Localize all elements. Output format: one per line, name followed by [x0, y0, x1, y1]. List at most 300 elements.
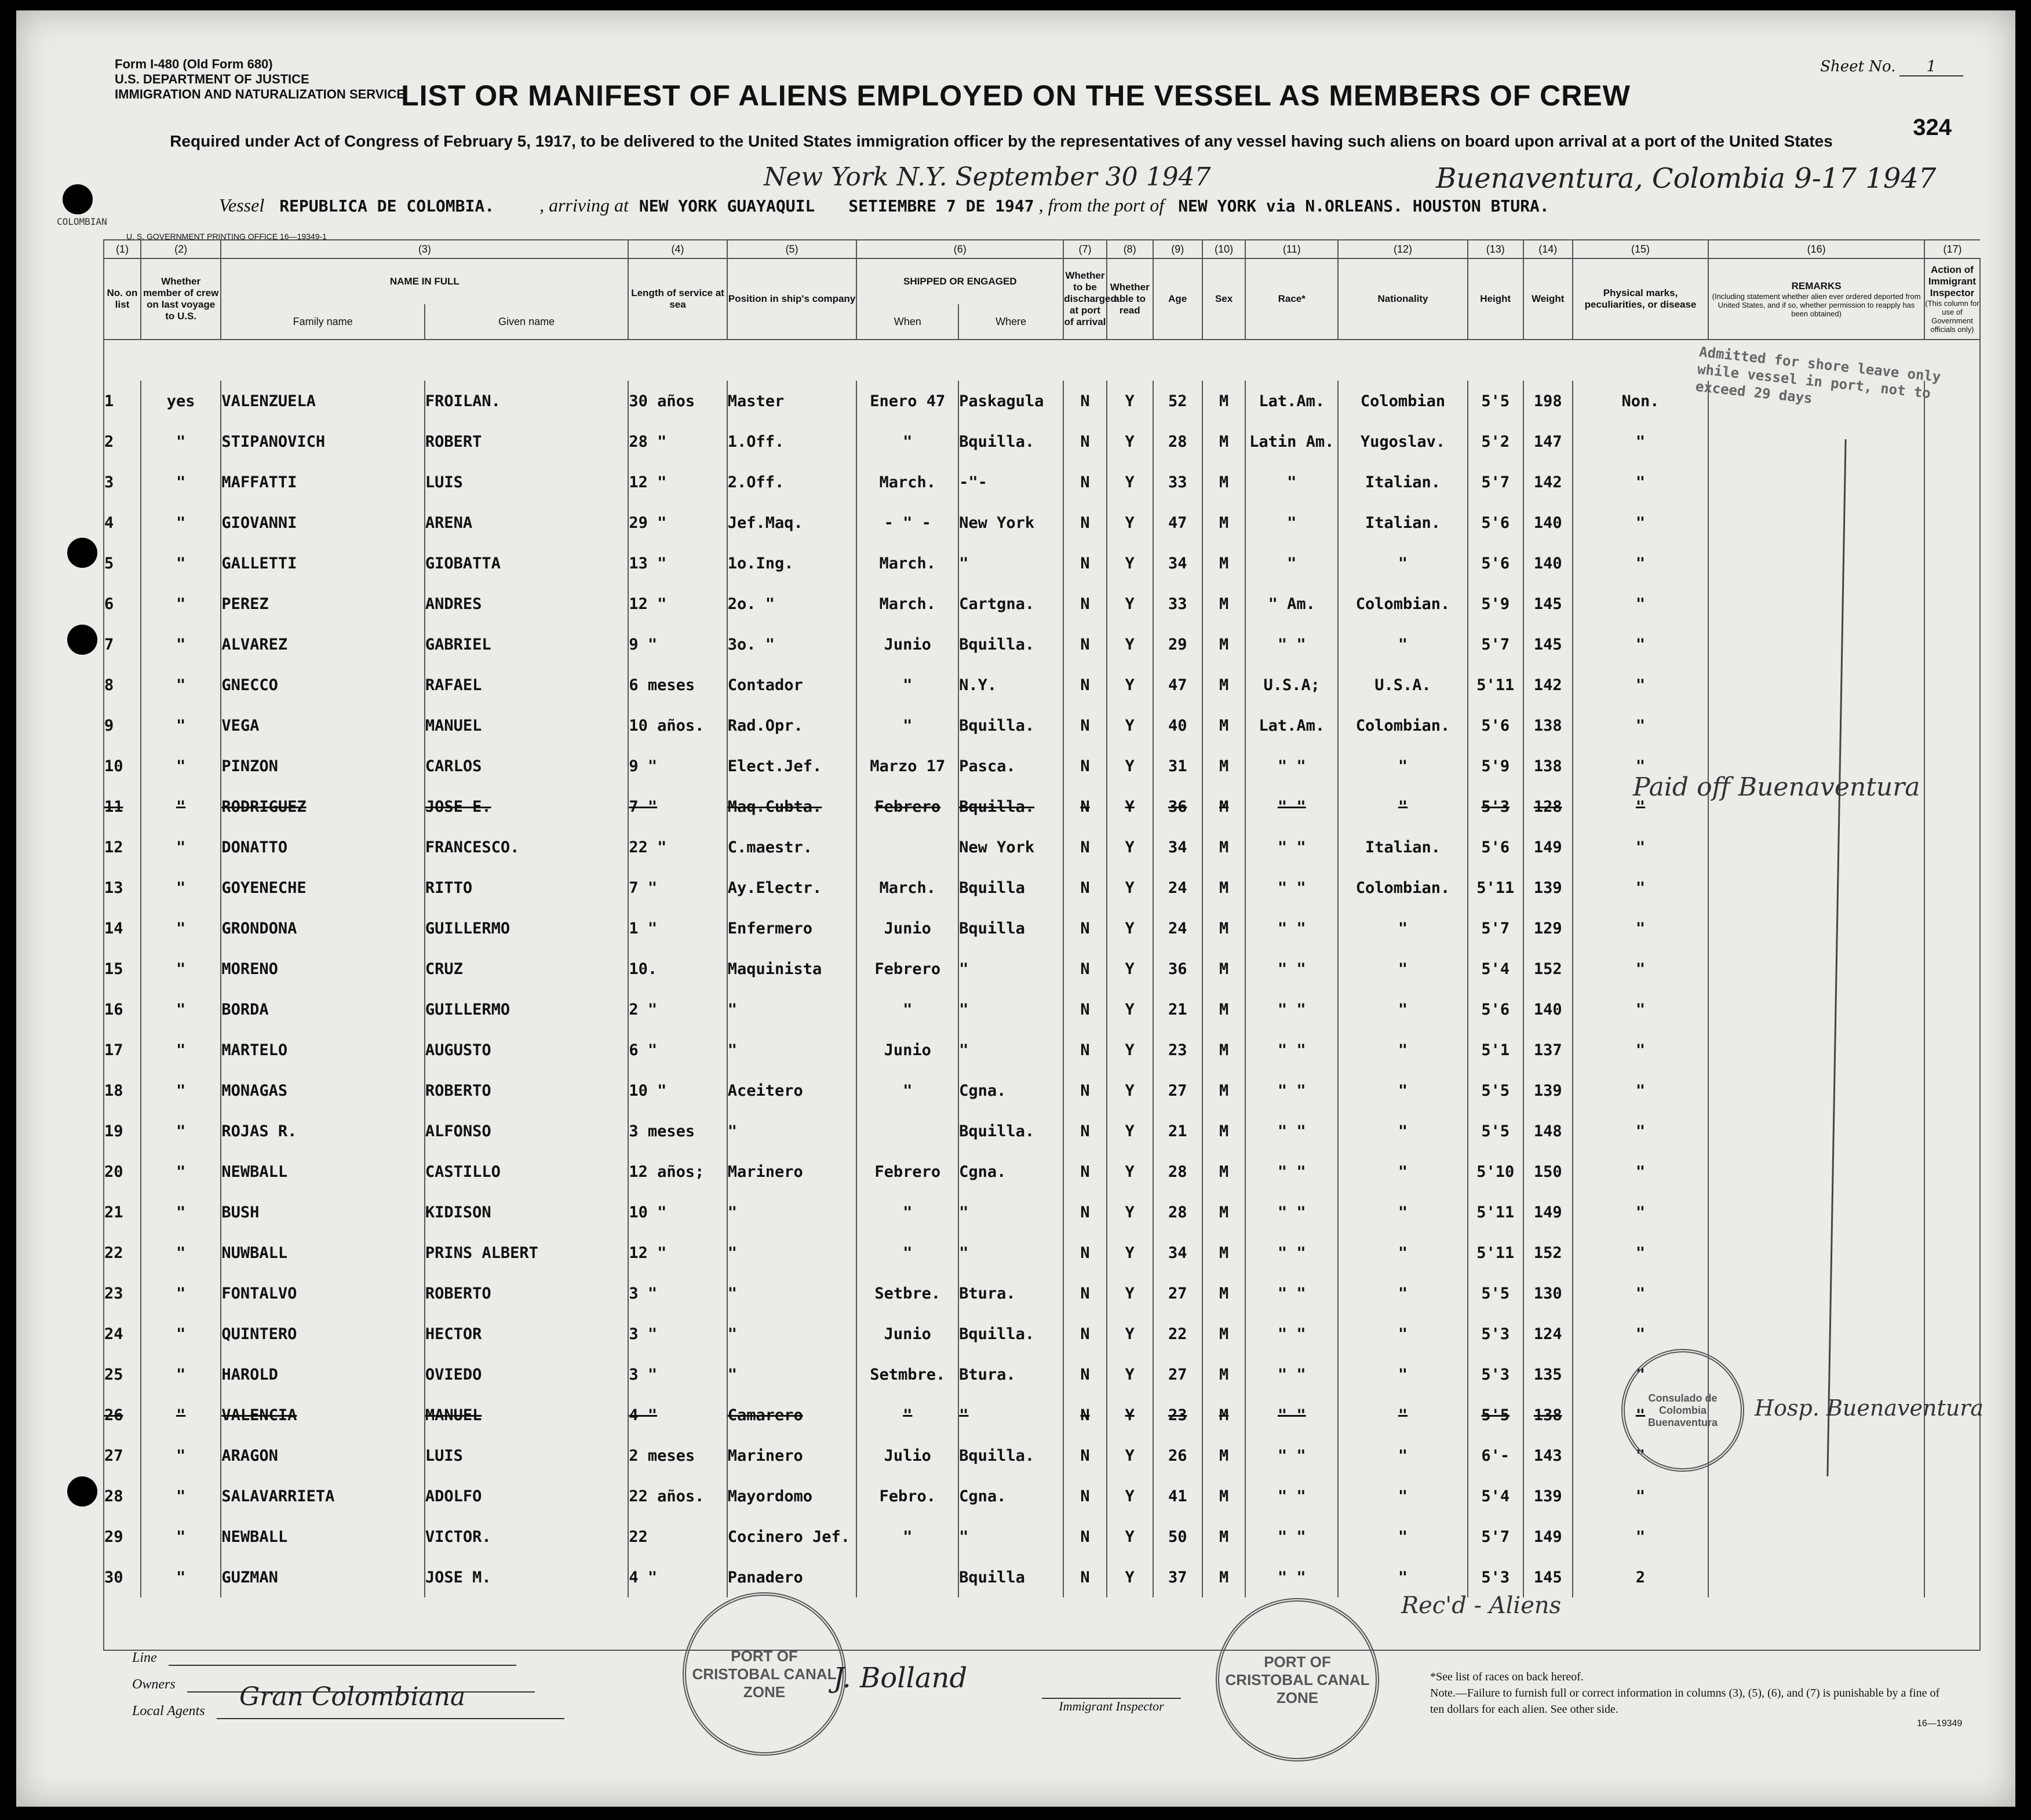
shipped-when-cell: ": [856, 1395, 958, 1435]
physical-marks-cell: ": [1573, 421, 1708, 462]
row-number: 15: [104, 949, 141, 989]
height-cell: 5'6: [1468, 989, 1523, 1030]
weight-cell: 135: [1523, 1354, 1573, 1395]
age-cell: 26: [1153, 1435, 1202, 1476]
action-cell: [1924, 746, 1980, 786]
service-cell: 9 ": [628, 746, 727, 786]
last-voyage-cell: ": [141, 1111, 221, 1151]
race-cell: " ": [1245, 1557, 1338, 1597]
sex-cell: M: [1202, 462, 1246, 502]
discharged-cell: N: [1063, 1516, 1107, 1557]
physical-marks-cell: ": [1573, 908, 1708, 949]
discharged-cell: N: [1063, 381, 1107, 421]
height-cell: 5'4: [1468, 949, 1523, 989]
col-number: (9): [1153, 240, 1202, 258]
discharged-cell: N: [1063, 1314, 1107, 1354]
physical-marks-cell: ": [1573, 1192, 1708, 1232]
age-cell: 21: [1153, 1111, 1202, 1151]
race-cell: U.S.A;: [1245, 665, 1338, 705]
handwritten-arrival: New York N.Y. September 30 1947: [764, 162, 1211, 192]
service-cell: 3 ": [628, 1354, 727, 1395]
nationality-cell: ": [1338, 1435, 1468, 1476]
remarks-cell: [1708, 583, 1924, 624]
shipped-where-cell: ": [958, 1030, 1063, 1070]
age-cell: 24: [1153, 908, 1202, 949]
row-number: 19: [104, 1111, 141, 1151]
last-voyage-cell: ": [141, 1516, 221, 1557]
shipped-when-cell: [856, 827, 958, 867]
row-number: 21: [104, 1192, 141, 1232]
shipped-where-cell: Bquilla.: [958, 705, 1063, 746]
header-family-name: Family name: [221, 304, 424, 340]
nationality-cell: ": [1338, 624, 1468, 665]
physical-marks-cell: ": [1573, 1354, 1708, 1395]
sex-cell: M: [1202, 1354, 1246, 1395]
height-cell: 5'11: [1468, 1192, 1523, 1232]
action-cell: [1924, 1151, 1980, 1192]
page-subtitle: Required under Act of Congress of February 5, 1917, to be delivered to the United States immigration officer by the representatives of any vessel having such aliens on board upon arrival at a port of the United States: [170, 132, 1833, 150]
row-number: 14: [104, 908, 141, 949]
physical-marks-cell: ": [1573, 1151, 1708, 1192]
height-cell: 5'5: [1468, 1273, 1523, 1314]
shipped-where-cell: Bquilla.: [958, 786, 1063, 827]
given-name-cell: AUGUSTO: [425, 1030, 628, 1070]
position-cell: Cocinero Jef.: [727, 1516, 857, 1557]
last-voyage-cell: ": [141, 1070, 221, 1111]
last-voyage-cell: ": [141, 1557, 221, 1597]
service-cell: 10 ": [628, 1070, 727, 1111]
shipped-where-cell: ": [958, 1516, 1063, 1557]
given-name-cell: LUIS: [425, 462, 628, 502]
shipped-when-cell: Julio: [856, 1435, 958, 1476]
shipped-where-cell: Bquilla.: [958, 1314, 1063, 1354]
physical-marks-cell: ": [1573, 1476, 1708, 1516]
shipped-where-cell: New York: [958, 502, 1063, 543]
header-weight: Weight: [1523, 258, 1573, 340]
shipped-where-cell: Cgna.: [958, 1070, 1063, 1111]
consul-stamp: Consulado de Colombia Buenaventura: [1621, 1349, 1744, 1472]
service-cell: 3 ": [628, 1314, 727, 1354]
weight-cell: 129: [1523, 908, 1573, 949]
nationality-cell: Colombian.: [1338, 705, 1468, 746]
last-voyage-cell: ": [141, 1151, 221, 1192]
able-to-read-cell: Y: [1107, 908, 1153, 949]
sex-cell: M: [1202, 543, 1246, 583]
discharged-cell: N: [1063, 583, 1107, 624]
shipped-where-cell: Bquilla: [958, 908, 1063, 949]
sex-cell: M: [1202, 867, 1246, 908]
action-cell: [1924, 462, 1980, 502]
col-number: (12): [1338, 240, 1468, 258]
remarks-cell: [1708, 908, 1924, 949]
shipped-when-cell: Junio: [856, 1030, 958, 1070]
nationality-cell: Colombian.: [1338, 583, 1468, 624]
row-number: 27: [104, 1435, 141, 1476]
action-title: Action of Immigrant Inspector: [1928, 264, 1977, 298]
weight-cell: 198: [1523, 381, 1573, 421]
given-name-cell: LUIS: [425, 1435, 628, 1476]
last-voyage-cell: ": [141, 949, 221, 989]
shipped-when-cell: March.: [856, 867, 958, 908]
remarks-cell: [1708, 1314, 1924, 1354]
able-to-read-cell: Y: [1107, 1192, 1153, 1232]
position-cell: C.maestr.: [727, 827, 857, 867]
discharged-cell: N: [1063, 705, 1107, 746]
family-name-cell: VALENCIA: [221, 1395, 424, 1435]
remarks-cell: [1708, 1151, 1924, 1192]
sex-cell: M: [1202, 624, 1246, 665]
position-cell: Marinero: [727, 1435, 857, 1476]
position-cell: Maq.Cubta.: [727, 786, 857, 827]
remarks-cell: [1708, 543, 1924, 583]
line-label: Line: [132, 1650, 157, 1665]
table-row: [104, 1314, 1980, 1354]
last-voyage-cell: ": [141, 1395, 221, 1435]
col-number: (4): [628, 240, 727, 258]
age-cell: 47: [1153, 502, 1202, 543]
col-number: (5): [727, 240, 857, 258]
nationality-cell: ": [1338, 1314, 1468, 1354]
given-name-cell: ADOLFO: [425, 1476, 628, 1516]
family-name-cell: HAROLD: [221, 1354, 424, 1395]
race-cell: " ": [1245, 949, 1338, 989]
service-cell: 6 meses: [628, 665, 727, 705]
service-cell: 13 ": [628, 543, 727, 583]
bottom-remark: Rec'd - Aliens: [1401, 1592, 1562, 1619]
row-number: 17: [104, 1030, 141, 1070]
given-name-cell: GABRIEL: [425, 624, 628, 665]
row-number: 8: [104, 665, 141, 705]
remarks-title: REMARKS: [1791, 280, 1842, 291]
service-cell: 2 ": [628, 989, 727, 1030]
discharged-cell: N: [1063, 1151, 1107, 1192]
age-cell: 33: [1153, 462, 1202, 502]
able-to-read-cell: Y: [1107, 421, 1153, 462]
discharged-cell: N: [1063, 462, 1107, 502]
family-name-cell: BORDA: [221, 989, 424, 1030]
shipped-where-cell: N.Y.: [958, 665, 1063, 705]
given-name-cell: VICTOR.: [425, 1516, 628, 1557]
able-to-read-cell: Y: [1107, 1151, 1153, 1192]
action-cell: [1924, 1476, 1980, 1516]
race-cell: " ": [1245, 1232, 1338, 1273]
header-where: Where: [958, 304, 1063, 340]
nationality-cell: Italian.: [1338, 827, 1468, 867]
header-nationality: Nationality: [1338, 258, 1468, 340]
position-cell: Enfermero: [727, 908, 857, 949]
remarks-cell: [1708, 1111, 1924, 1151]
col-number: (7): [1063, 240, 1107, 258]
header-action: [1924, 258, 1980, 340]
header-position: Position in ship's company: [727, 258, 857, 340]
service-cell: 29 ": [628, 502, 727, 543]
from-label: , from the port of: [1038, 195, 1165, 216]
age-cell: 23: [1153, 1030, 1202, 1070]
sex-cell: M: [1202, 502, 1246, 543]
position-cell: 1o.Ing.: [727, 543, 857, 583]
last-voyage-cell: ": [141, 827, 221, 867]
given-name-cell: GUILLERMO: [425, 989, 628, 1030]
discharged-cell: N: [1063, 1476, 1107, 1516]
weight-cell: 139: [1523, 867, 1573, 908]
height-cell: 5'5: [1468, 381, 1523, 421]
shipped-when-cell: Febrero: [856, 949, 958, 989]
nationality-cell: ": [1338, 1557, 1468, 1597]
weight-cell: 140: [1523, 502, 1573, 543]
physical-marks-cell: ": [1573, 1314, 1708, 1354]
nationality-cell: Yugoslav.: [1338, 421, 1468, 462]
shipped-where-cell: ": [958, 989, 1063, 1030]
race-cell: ": [1245, 543, 1338, 583]
discharged-cell: N: [1063, 1192, 1107, 1232]
discharged-cell: N: [1063, 1354, 1107, 1395]
height-cell: 5'3: [1468, 786, 1523, 827]
shipped-when-cell: ": [856, 421, 958, 462]
fine-note: Note.—Failure to furnish full or correct information in columns (3), (5), (6), and (7) is punishable by a fine of ten dollars for each alien. See other side.: [1430, 1687, 1940, 1716]
shipped-when-cell: [856, 1111, 958, 1151]
weight-cell: 145: [1523, 583, 1573, 624]
position-cell: ": [727, 1354, 857, 1395]
service-cell: 1 ": [628, 908, 727, 949]
last-voyage-cell: ": [141, 624, 221, 665]
discharged-cell: N: [1063, 746, 1107, 786]
nationality-cell: U.S.A.: [1338, 665, 1468, 705]
shipped-when-cell: ": [856, 1192, 958, 1232]
nationality-cell: ": [1338, 908, 1468, 949]
given-name-cell: CRUZ: [425, 949, 628, 989]
action-cell: [1924, 989, 1980, 1030]
shipped-where-cell: New York: [958, 827, 1063, 867]
height-cell: 5'5: [1468, 1070, 1523, 1111]
given-name-cell: MANUEL: [425, 1395, 628, 1435]
shipped-when-cell: Febro.: [856, 1476, 958, 1516]
action-cell: [1924, 705, 1980, 746]
header-age: Age: [1153, 258, 1202, 340]
action-cell: [1924, 1557, 1980, 1597]
service-cell: 7 ": [628, 867, 727, 908]
family-name-cell: NUWBALL: [221, 1232, 424, 1273]
table-row: [104, 1070, 1980, 1111]
height-cell: 6'-: [1468, 1435, 1523, 1476]
shipped-when-cell: Enero 47: [856, 381, 958, 421]
service-cell: 12 ": [628, 1232, 727, 1273]
header-discharged: Whether to be discharged at port of arrival: [1063, 258, 1107, 340]
able-to-read-cell: Y: [1107, 1314, 1153, 1354]
sex-cell: M: [1202, 908, 1246, 949]
table-row: [104, 1516, 1980, 1557]
age-cell: 34: [1153, 827, 1202, 867]
last-voyage-cell: ": [141, 1030, 221, 1070]
sex-cell: M: [1202, 705, 1246, 746]
inspector-label: Immigrant Inspector: [1042, 1698, 1181, 1714]
service-cell: 12 ": [628, 583, 727, 624]
physical-marks-cell: Non.: [1573, 381, 1708, 421]
age-cell: 27: [1153, 1273, 1202, 1314]
form-id-line: U.S. DEPARTMENT OF JUSTICE: [115, 72, 309, 86]
arriving-at: NEW YORK GUAYAQUIL: [639, 196, 815, 216]
row-number: 29: [104, 1516, 141, 1557]
remarks-note: (Including statement whether alien ever ordered deported from United States, and if so, whether permission to reapply has been obtained): [1712, 291, 1921, 318]
height-cell: 5'6: [1468, 543, 1523, 583]
shipped-when-cell: Setbre.: [856, 1273, 958, 1314]
filler-cell: [104, 1597, 1980, 1650]
shipped-where-cell: Paskagula: [958, 381, 1063, 421]
agents-label: Local Agents: [132, 1704, 205, 1719]
vessel-line: [219, 195, 1986, 221]
remarks-cell: [1708, 1557, 1924, 1597]
able-to-read-cell: Y: [1107, 624, 1153, 665]
col-number: (8): [1107, 240, 1153, 258]
discharged-cell: N: [1063, 1232, 1107, 1273]
given-name-cell: GUILLERMO: [425, 908, 628, 949]
nationality-cell: ": [1338, 1111, 1468, 1151]
weight-cell: 140: [1523, 543, 1573, 583]
remarks-cell: [1708, 949, 1924, 989]
action-cell: [1924, 1273, 1980, 1314]
sheet-number: [1820, 58, 1963, 76]
shipped-where-cell: Bquilla.: [958, 624, 1063, 665]
last-voyage-cell: ": [141, 421, 221, 462]
table-row: [104, 1111, 1980, 1151]
able-to-read-cell: Y: [1107, 462, 1153, 502]
height-cell: 5'2: [1468, 421, 1523, 462]
remarks-cell: [1708, 867, 1924, 908]
form-id-line: Form I-480 (Old Form 680): [115, 57, 273, 71]
family-name-cell: VALENZUELA: [221, 381, 424, 421]
sex-cell: M: [1202, 1151, 1246, 1192]
col-number: (13): [1468, 240, 1523, 258]
physical-marks-cell: ": [1573, 746, 1708, 786]
col-number: (15): [1573, 240, 1708, 258]
table-row: [104, 1273, 1980, 1314]
age-cell: 37: [1153, 1557, 1202, 1597]
race-cell: " ": [1245, 867, 1338, 908]
vessel-label: Vessel: [219, 195, 265, 216]
last-voyage-cell: ": [141, 543, 221, 583]
physical-marks-cell: ": [1573, 949, 1708, 989]
family-name-cell: MORENO: [221, 949, 424, 989]
last-voyage-cell: ": [141, 1273, 221, 1314]
position-cell: Panadero: [727, 1557, 857, 1597]
weight-cell: 150: [1523, 1151, 1573, 1192]
service-cell: 9 ": [628, 624, 727, 665]
shipped-when-cell: Febrero: [856, 786, 958, 827]
family-name-cell: NEWBALL: [221, 1516, 424, 1557]
able-to-read-cell: Y: [1107, 827, 1153, 867]
sex-cell: M: [1202, 746, 1246, 786]
row-number: 10: [104, 746, 141, 786]
header-row: [104, 258, 1980, 304]
race-cell: " ": [1245, 786, 1338, 827]
race-cell: ": [1245, 462, 1338, 502]
row-number: 28: [104, 1476, 141, 1516]
able-to-read-cell: Y: [1107, 705, 1153, 746]
weight-cell: 128: [1523, 786, 1573, 827]
discharged-cell: N: [1063, 1111, 1107, 1151]
able-to-read-cell: Y: [1107, 1354, 1153, 1395]
able-to-read-cell: Y: [1107, 1030, 1153, 1070]
height-cell: 5'7: [1468, 1516, 1523, 1557]
col-number: (3): [221, 240, 628, 258]
age-cell: 28: [1153, 1192, 1202, 1232]
row-number: 3: [104, 462, 141, 502]
shipped-where-cell: Btura.: [958, 1273, 1063, 1314]
family-name-cell: GALLETTI: [221, 543, 424, 583]
last-voyage-cell: ": [141, 1192, 221, 1232]
able-to-read-cell: Y: [1107, 1557, 1153, 1597]
able-to-read-cell: Y: [1107, 665, 1153, 705]
agents-signature: Gran Colombiana: [239, 1682, 466, 1712]
sex-cell: M: [1202, 1516, 1246, 1557]
race-cell: " ": [1245, 1354, 1338, 1395]
action-cell: [1924, 543, 1980, 583]
height-cell: 5'5: [1468, 1395, 1523, 1435]
position-cell: Contador: [727, 665, 857, 705]
age-cell: 27: [1153, 1354, 1202, 1395]
physical-marks-cell: ": [1573, 786, 1708, 827]
discharged-cell: N: [1063, 827, 1107, 867]
table-row: [104, 543, 1980, 583]
shipped-when-cell: ": [856, 1070, 958, 1111]
nationality-cell: ": [1338, 1273, 1468, 1314]
height-cell: 5'1: [1468, 1030, 1523, 1070]
last-voyage-cell: yes: [141, 381, 221, 421]
able-to-read-cell: Y: [1107, 867, 1153, 908]
given-name-cell: ROBERTO: [425, 1070, 628, 1111]
col-number: (14): [1523, 240, 1573, 258]
row-number: 13: [104, 867, 141, 908]
last-voyage-cell: ": [141, 1314, 221, 1354]
action-cell: [1924, 502, 1980, 543]
service-cell: 22 ": [628, 827, 727, 867]
able-to-read-cell: Y: [1107, 543, 1153, 583]
table-row: [104, 665, 1980, 705]
discharged-cell: N: [1063, 1070, 1107, 1111]
age-cell: 36: [1153, 786, 1202, 827]
action-cell: [1924, 1516, 1980, 1557]
given-name-cell: JOSE M.: [425, 1557, 628, 1597]
nationality-cell: ": [1338, 1192, 1468, 1232]
physical-marks-cell: ": [1573, 1030, 1708, 1070]
nationality-cell: ": [1338, 1354, 1468, 1395]
table-row: [104, 867, 1980, 908]
action-cell: [1924, 624, 1980, 665]
position-cell: Mayordomo: [727, 1476, 857, 1516]
position-cell: Elect.Jef.: [727, 746, 857, 786]
discharged-cell: N: [1063, 989, 1107, 1030]
shipped-where-cell: ": [958, 1192, 1063, 1232]
header-when: When: [856, 304, 958, 340]
given-name-cell: ROBERT: [425, 421, 628, 462]
given-name-cell: CASTILLO: [425, 1151, 628, 1192]
remarks-cell: [1708, 1232, 1924, 1273]
sex-cell: M: [1202, 1314, 1246, 1354]
shipped-when-cell: Junio: [856, 624, 958, 665]
shipped-when-cell: Marzo 17: [856, 746, 958, 786]
position-cell: ": [727, 1314, 857, 1354]
service-cell: 22: [628, 1516, 727, 1557]
able-to-read-cell: Y: [1107, 1435, 1153, 1476]
action-cell: [1924, 583, 1980, 624]
action-cell: [1924, 827, 1980, 867]
age-cell: 28: [1153, 421, 1202, 462]
discharged-cell: N: [1063, 786, 1107, 827]
nationality-cell: ": [1338, 989, 1468, 1030]
port-stamp: PORT OF CRISTOBAL CANAL ZONE: [683, 1592, 846, 1756]
height-cell: 5'11: [1468, 665, 1523, 705]
race-note: *See list of races on back hereof.: [1430, 1671, 1584, 1683]
col-number: (2): [141, 240, 221, 258]
